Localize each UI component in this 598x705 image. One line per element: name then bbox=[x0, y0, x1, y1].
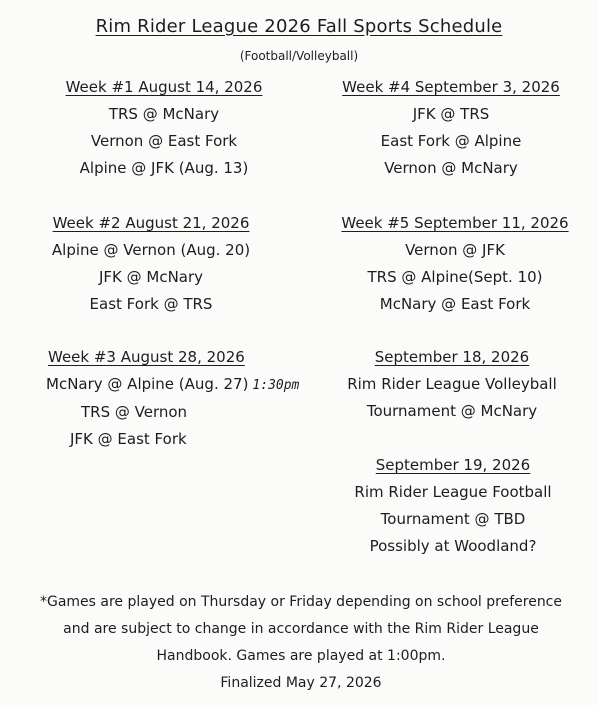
footnote-line: Handbook. Games are played at 1:00pm. bbox=[156, 648, 446, 664]
volleyball-tournament-line: Tournament @ McNary bbox=[366, 402, 538, 420]
week-4-game: JFK @ TRS bbox=[412, 105, 490, 123]
week-2-heading: Week #2 August 21, 2026 bbox=[52, 214, 250, 232]
footnote-line: and are subject to change in accordance with the Rim Rider League bbox=[63, 621, 539, 637]
volleyball-tournament-line: Rim Rider League Volleyball bbox=[347, 375, 557, 393]
football-tournament-heading: September 19, 2026 bbox=[375, 456, 531, 474]
document-subtitle: (Football/Volleyball) bbox=[239, 49, 359, 63]
week-4-section bbox=[332, 74, 570, 182]
week-5-game: TRS @ Alpine(Sept. 10) bbox=[367, 268, 543, 286]
football-tournament-section bbox=[340, 452, 566, 560]
week-2-game: Alpine @ Vernon (Aug. 20) bbox=[51, 241, 251, 259]
week-1-section bbox=[50, 74, 278, 182]
week-5-game: Vernon @ JFK bbox=[405, 241, 505, 259]
footnote-line: *Games are played on Thursday or Friday depending on school preference bbox=[39, 594, 562, 610]
week-5-section bbox=[330, 210, 580, 318]
handwritten-time-note: 1:30pm bbox=[252, 378, 300, 393]
football-tournament-line: Tournament @ TBD bbox=[380, 510, 526, 528]
football-tournament-line: Rim Rider League Football bbox=[354, 483, 552, 501]
week-3-game-with-note bbox=[46, 371, 346, 399]
week-4-heading: Week #4 September 3, 2026 bbox=[342, 78, 560, 96]
week-3-game: JFK @ East Fork bbox=[70, 430, 187, 448]
week-2-game: East Fork @ TRS bbox=[89, 295, 213, 313]
week-1-game: TRS @ McNary bbox=[108, 105, 220, 123]
week-5-heading: Week #5 September 11, 2026 bbox=[341, 214, 569, 232]
week-1-game: Vernon @ East Fork bbox=[90, 132, 238, 150]
volleyball-tournament-heading: September 18, 2026 bbox=[374, 348, 530, 366]
week-4-game: East Fork @ Alpine bbox=[380, 132, 522, 150]
week-2-game: JFK @ McNary bbox=[98, 268, 204, 286]
week-3-section bbox=[46, 344, 346, 453]
week-4-game: Vernon @ McNary bbox=[384, 159, 518, 177]
week-1-heading: Week #1 August 14, 2026 bbox=[65, 78, 263, 96]
week-1-game: Alpine @ JFK (Aug. 13) bbox=[79, 159, 249, 177]
week-5-game: McNary @ East Fork bbox=[379, 295, 531, 313]
finalized-date: Finalized May 27, 2026 bbox=[220, 675, 382, 691]
schedule-footnote bbox=[20, 589, 582, 697]
week-3-game: TRS @ Vernon bbox=[81, 403, 188, 421]
volleyball-tournament-section bbox=[336, 344, 568, 425]
week-3-heading: Week #3 August 28, 2026 bbox=[48, 348, 245, 366]
week-2-section bbox=[40, 210, 262, 318]
document-title: Rim Rider League 2026 Fall Sports Schedule bbox=[95, 16, 503, 37]
football-tournament-line: Possibly at Woodland? bbox=[369, 537, 537, 555]
week-3-game: McNary @ Alpine (Aug. 27) bbox=[46, 375, 249, 393]
